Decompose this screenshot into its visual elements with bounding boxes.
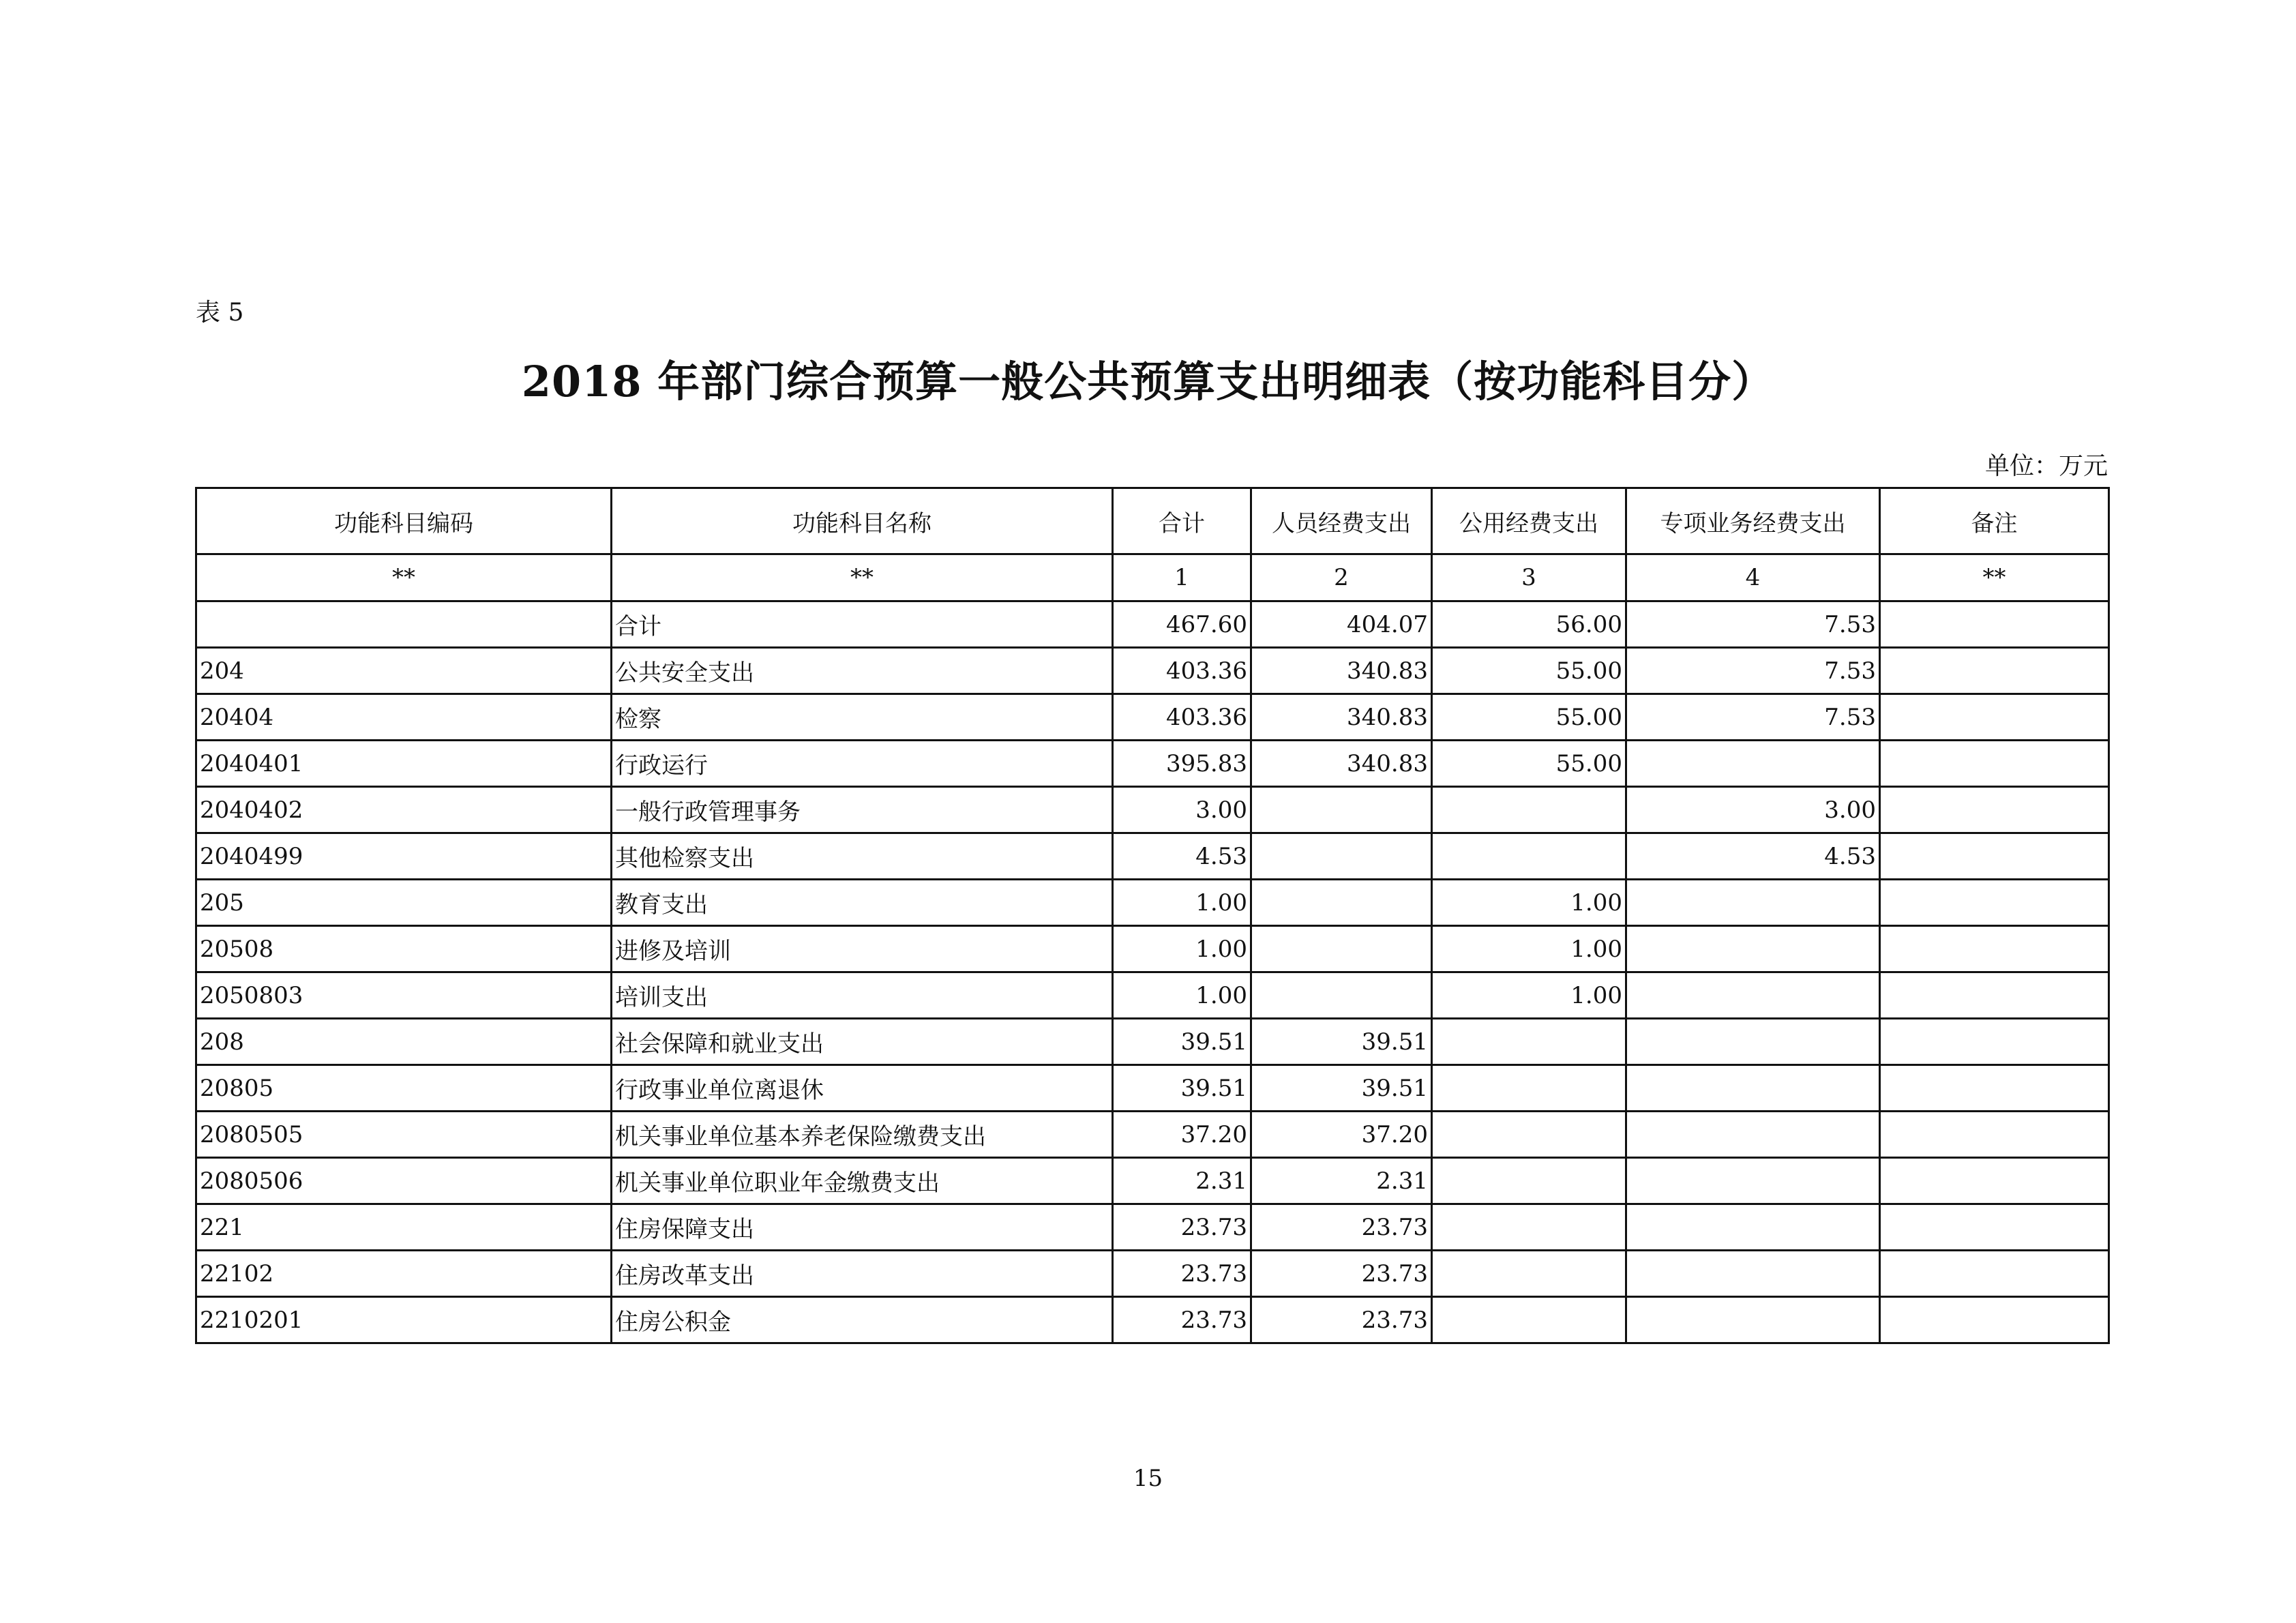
cell-public [1432,1251,1626,1297]
cell-note [1880,787,2109,833]
cell-code: 2040401 [196,741,612,787]
cell-special [1626,880,1880,926]
table-row [196,926,2109,972]
header-total: 合计 [1113,488,1251,554]
table-row [196,787,2109,833]
cell-name: 住房改革支出 [612,1251,1113,1297]
cell-personnel: 340.83 [1251,741,1432,787]
cell-personnel: 23.73 [1251,1204,1432,1251]
cell-personnel [1251,926,1432,972]
cell-special: 3.00 [1626,787,1880,833]
cell-total: 395.83 [1113,741,1251,787]
unit-label: 单位：万元 [1984,452,2108,480]
table-row [196,1204,2109,1251]
table-row [196,1065,2109,1112]
cell-code: 20508 [196,926,612,972]
cell-public [1432,1065,1626,1112]
cell-special [1626,741,1880,787]
cell-note [1880,880,2109,926]
cell-special [1626,1158,1880,1204]
cell-note [1880,833,2109,880]
cell-total: 467.60 [1113,601,1251,648]
cell-public: 55.00 [1432,694,1626,741]
cell-name: 住房公积金 [612,1297,1113,1343]
cell-public [1432,833,1626,880]
cell-code: 2040499 [196,833,612,880]
cell-note [1880,1297,2109,1343]
cell-special [1626,1065,1880,1112]
cell-special [1626,1112,1880,1158]
table-row [196,1297,2109,1343]
cell-personnel: 404.07 [1251,601,1432,648]
cell-code: 208 [196,1019,612,1065]
cell-total: 2.31 [1113,1158,1251,1204]
cell-code: 2080506 [196,1158,612,1204]
cell-total: 403.36 [1113,694,1251,741]
cell-name: 住房保障支出 [612,1204,1113,1251]
cell-code: 20805 [196,1065,612,1112]
document-title: 2018 年部门综合预算一般公共预算支出明细表（按功能科目分） [521,357,1775,406]
cell-public [1432,1158,1626,1204]
cell-total: 37.20 [1113,1112,1251,1158]
table-row [196,1251,2109,1297]
cell-special: 7.53 [1626,648,1880,694]
header-special: 专项业务经费支出 [1626,488,1880,554]
cell-name: 培训支出 [612,972,1113,1019]
cell-code: 2050803 [196,972,612,1019]
cell-note [1880,741,2109,787]
cell-special [1626,926,1880,972]
cell-public: 55.00 [1432,741,1626,787]
cell-note [1880,648,2109,694]
cell-special [1626,1297,1880,1343]
cell-total: 4.53 [1113,833,1251,880]
cell-name: 机关事业单位职业年金缴费支出 [612,1158,1113,1204]
cell-special [1626,1251,1880,1297]
table-row [196,880,2109,926]
cell-special: 4.53 [1626,833,1880,880]
cell-total: 1.00 [1113,880,1251,926]
cell-public [1432,787,1626,833]
index-name: ** [612,554,1113,601]
cell-personnel [1251,787,1432,833]
cell-total: 23.73 [1113,1297,1251,1343]
index-personnel: 2 [1251,554,1432,601]
index-note: ** [1880,554,2109,601]
cell-total: 23.73 [1113,1251,1251,1297]
cell-total: 23.73 [1113,1204,1251,1251]
header-row [196,488,2109,554]
cell-note [1880,601,2109,648]
cell-personnel [1251,972,1432,1019]
table-label: 表 5 [196,299,244,327]
cell-special: 7.53 [1626,601,1880,648]
cell-public [1432,1204,1626,1251]
header-code: 功能科目编码 [196,488,612,554]
table-body [196,601,2109,1343]
cell-note [1880,1112,2109,1158]
cell-personnel: 37.20 [1251,1112,1432,1158]
cell-public: 1.00 [1432,880,1626,926]
cell-note [1880,972,2109,1019]
table-row [196,601,2109,648]
cell-name: 社会保障和就业支出 [612,1019,1113,1065]
cell-name: 其他检察支出 [612,833,1113,880]
cell-public [1432,1297,1626,1343]
index-public: 3 [1432,554,1626,601]
cell-code: 2080505 [196,1112,612,1158]
cell-code: 205 [196,880,612,926]
cell-public [1432,1019,1626,1065]
table-row [196,694,2109,741]
cell-note [1880,1019,2109,1065]
index-total: 1 [1113,554,1251,601]
cell-total: 3.00 [1113,787,1251,833]
cell-name: 行政运行 [612,741,1113,787]
cell-note [1880,926,2109,972]
cell-public: 1.00 [1432,926,1626,972]
cell-note [1880,694,2109,741]
cell-public: 1.00 [1432,972,1626,1019]
column-index-row [196,554,2109,601]
cell-personnel [1251,833,1432,880]
budget-expenditure-table [195,487,2110,1344]
table-row [196,972,2109,1019]
cell-code: 2040402 [196,787,612,833]
header-name: 功能科目名称 [612,488,1113,554]
cell-public: 55.00 [1432,648,1626,694]
cell-total: 1.00 [1113,926,1251,972]
cell-personnel: 2.31 [1251,1158,1432,1204]
cell-note [1880,1204,2109,1251]
header-personnel: 人员经费支出 [1251,488,1432,554]
cell-note [1880,1065,2109,1112]
cell-personnel: 340.83 [1251,648,1432,694]
cell-personnel: 340.83 [1251,694,1432,741]
cell-personnel: 23.73 [1251,1251,1432,1297]
header-note: 备注 [1880,488,2109,554]
cell-name: 一般行政管理事务 [612,787,1113,833]
table-row [196,833,2109,880]
cell-special [1626,972,1880,1019]
cell-total: 39.51 [1113,1065,1251,1112]
cell-personnel: 39.51 [1251,1065,1432,1112]
cell-personnel: 39.51 [1251,1019,1432,1065]
cell-note [1880,1158,2109,1204]
table-row [196,648,2109,694]
cell-note [1880,1251,2109,1297]
cell-name: 公共安全支出 [612,648,1113,694]
table-row [196,741,2109,787]
cell-special [1626,1019,1880,1065]
cell-special: 7.53 [1626,694,1880,741]
table-row [196,1158,2109,1204]
cell-personnel: 23.73 [1251,1297,1432,1343]
page-number: 15 [1133,1465,1163,1492]
cell-code: 2210201 [196,1297,612,1343]
cell-name: 合计 [612,601,1113,648]
cell-code: 204 [196,648,612,694]
cell-code: 221 [196,1204,612,1251]
cell-personnel [1251,880,1432,926]
index-code: ** [196,554,612,601]
cell-total: 1.00 [1113,972,1251,1019]
table-row [196,1112,2109,1158]
cell-total: 39.51 [1113,1019,1251,1065]
cell-special [1626,1204,1880,1251]
header-public: 公用经费支出 [1432,488,1626,554]
index-special: 4 [1626,554,1880,601]
cell-name: 机关事业单位基本养老保险缴费支出 [612,1112,1113,1158]
cell-code: 20404 [196,694,612,741]
cell-name: 检察 [612,694,1113,741]
cell-name: 教育支出 [612,880,1113,926]
cell-total: 403.36 [1113,648,1251,694]
cell-code [196,601,612,648]
cell-name: 进修及培训 [612,926,1113,972]
cell-name: 行政事业单位离退休 [612,1065,1113,1112]
cell-code: 22102 [196,1251,612,1297]
table-row [196,1019,2109,1065]
cell-public [1432,1112,1626,1158]
cell-public: 56.00 [1432,601,1626,648]
